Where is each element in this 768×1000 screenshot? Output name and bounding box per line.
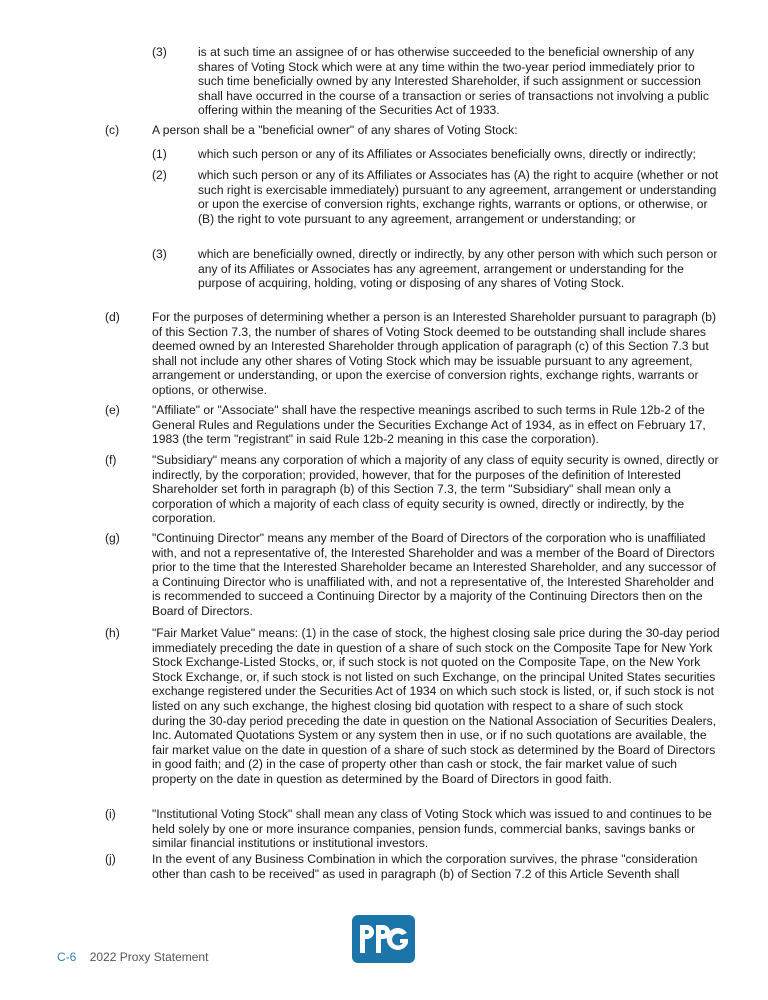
paragraph-h [105,626,720,787]
paragraph-text: For the purposes of determining whether a person is an Interested Shareholder pursuant to paragraph (b) of this Section 7.3, the number of shares of Voting Stock deemed to be outstanding shall include shares deemed owned by an Interested Shareholder through application of paragraph (c) of this Section 7.3 but shall not include any other shares of Voting Stock which may be issuable pursuant to any agreement, arrangement or understanding, or upon the exercise of conversion rights, exchange rights, warrants or options, or otherwise. [152,310,717,397]
paragraph-label: (i) [105,807,116,821]
document-title: 2022 Proxy Statement [89,950,209,964]
subparagraph-label: (2) [152,168,167,182]
paragraph-text: "Institutional Voting Stock" shall mean any class of Voting Stock which was issued to and continues to be held solely by one or more insurance companies, pension funds, commercial banks, savings banks or similar financial institutions or institutional investors. [152,807,712,851]
paragraph-text: "Fair Market Value" means: (1) in the case of stock, the highest closing sale price during the 30-day period immediately preceding the date in question of a share of such stock on the Composite Tape for New York Stock Exchange-Listed Stocks, or, if such stock is not quoted on the Composite Tape, on the New York Stock Exchange, or, if such stock is not listed on such Exchange, on the principal United States securities exchange registered under the Securities Act of 1934 on which such stock is listed, or, if such stock is not listed on any such exchange, the highest closing bid quotation with respect to a share of such stock during the 30-day period preceding the date in question on the National Association of Securities Dealers, Inc. Automated Quotations System or any system then in use, or if no such quotations are available, the fair market value on the date in question of a share of such stock as determined by the Board of Directors in good faith; and (2) in the case of property other than cash or stock, the fair market value of such property on the date in question as determined by the Board of Directors in good faith. [152,626,720,786]
paragraph-j [105,852,720,881]
paragraph-label: (c) [105,123,120,137]
ppg-logo-icon [357,921,411,957]
ppg-logo [352,915,415,963]
paragraph-e [105,403,720,447]
subparagraph-label: (3) [152,45,167,59]
paragraph-g [105,531,720,619]
subparagraph-label: (3) [152,247,167,261]
subparagraph-text: which are beneficially owned, directly or indirectly, by any other person with which such person or any of its Affiliates or Associates has any agreement, arrangement or understanding for the purpose of acquiring, holding, voting or disposing of any shares of Voting Stock. [198,247,718,291]
page-number: C-6 [57,950,77,964]
paragraph-text: "Affiliate" or "Associate" shall have the respective meanings ascribed to such terms in Rule 12b-2 of the General Rules and Regulations under the Securities Exchange Act of 1934, as in effect on February 17, 1983 (the term "registrant" in said Rule 12b-2 meaning in this case the corporation). [152,403,706,447]
subparagraph-c-1 [152,147,720,162]
paragraph-label: (h) [105,626,120,640]
paragraph-text: "Continuing Director" means any member of the Board of Directors of the corporation who is unaffiliated with, and not a representative of, the Interested Shareholder and was a member of the Board of Directors prior to the time that the Interested Shareholder became an Interested Shareholder, and any successor of a Continuing Director who is unaffiliated with, and not a representative of, the Interested Shareholder and is recommended to succeed a Continuing Director by a majority of the Continuing Directors then on the Board of Directors. [152,531,717,618]
paragraph-text: A person shall be a "beneficial owner" of any shares of Voting Stock: [152,123,518,137]
paragraph-text: "Subsidiary" means any corporation of which a majority of any class of equity security is owned, directly or indirectly, by the corporation; provided, however, that for the purposes of the definition of Interested Shareholder set forth in paragraph (b) of this Section 7.3, the term "Subsidiary" shall mean only a corporation of which a majority of each class of equity security is owned, directly or indirectly, by the corporation. [152,453,719,526]
subparagraph-b-3 [152,45,720,118]
paragraph-c [105,123,720,138]
subparagraph-text: is at such time an assignee of or has otherwise succeeded to the beneficial ownership of any shares of Voting Stock which were at any time within the two-year period immediately prior to such time beneficially owned by any Interested Shareholder, if such assignment or succession shall have occurred in the course of a transaction or series of transactions not involving a public offering within the meaning of the Securities Act of 1933. [198,45,709,118]
subparagraph-text: which such person or any of its Affiliates or Associates beneficially owns, directly or indirectly; [198,147,696,161]
subparagraph-c-3 [152,247,720,291]
paragraph-label: (j) [105,852,116,866]
paragraph-label: (g) [105,531,120,545]
subparagraph-c-2 [152,168,720,226]
paragraph-text: In the event of any Business Combination in which the corporation survives, the phrase "consideration other than cash to be received" as used in paragraph (b) of Section 7.2 of this Article Seventh shall [152,852,698,881]
paragraph-f [105,453,720,526]
paragraph-label: (e) [105,403,120,417]
paragraph-i [105,807,720,851]
paragraph-d [105,310,720,398]
subparagraph-text: which such person or any of its Affiliates or Associates has (A) the right to acquire (whether or not such right is exercisable immediately) pursuant to any agreement, arrangement or understanding or upon the exercise of conversion rights, exchange rights, warrants or options, or otherwise, or (B) the right to vote pursuant to any agreement, arrangement or understanding; or [198,168,719,226]
paragraph-label: (f) [105,453,117,467]
page-footer [57,950,208,964]
paragraph-label: (d) [105,310,120,324]
subparagraph-label: (1) [152,147,167,161]
